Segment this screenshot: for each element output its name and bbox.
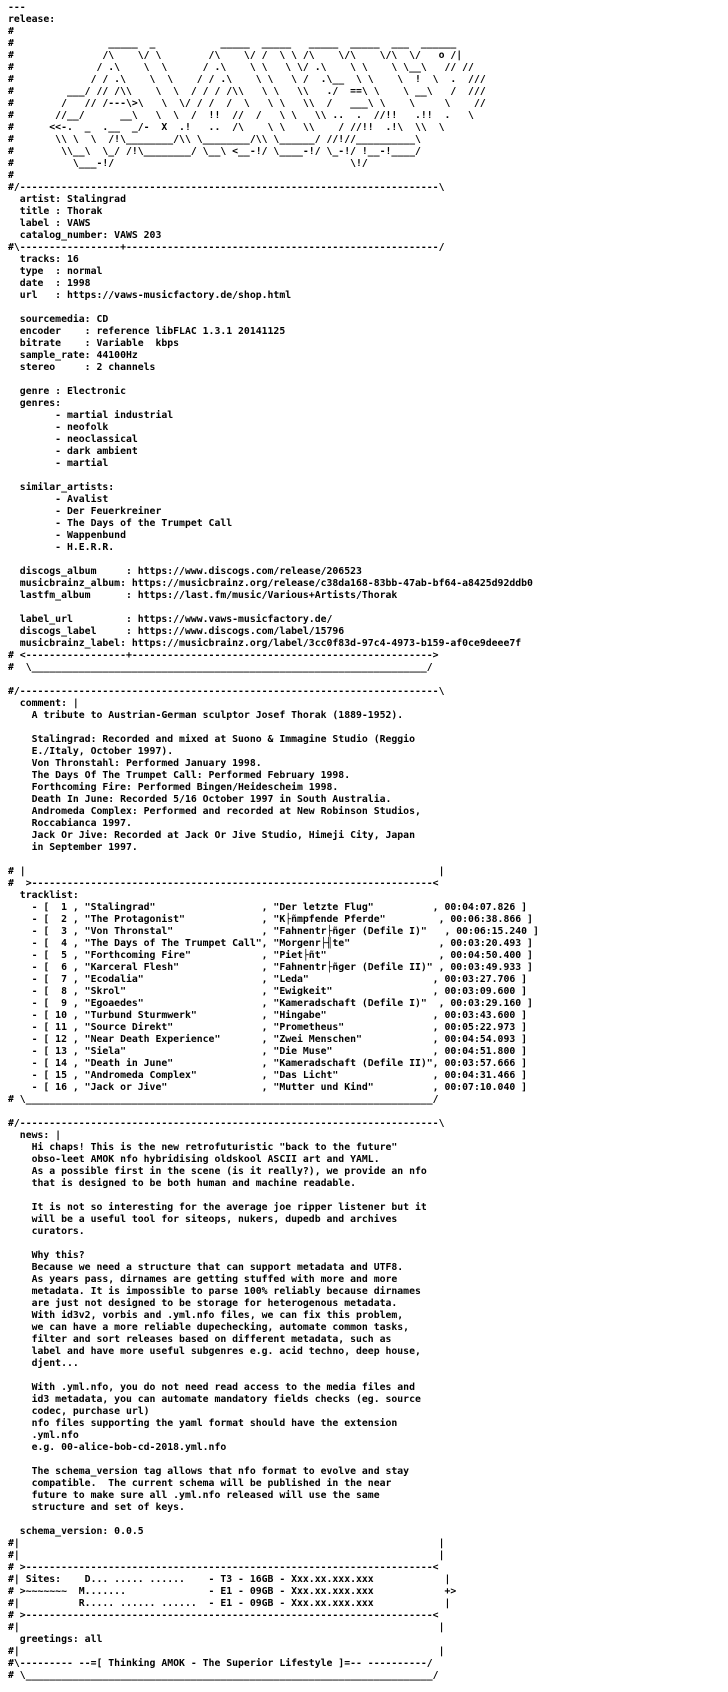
- nfo-line: [8, 302, 728, 314]
- nfo-line: # _____ _ _____ _____ _____ _____ ___ ______: [8, 38, 457, 49]
- nfo-line: id3 metadata, you can automate mandatory fields checks (eg. source: [8, 1394, 421, 1405]
- nfo-line: # <<-. _ .__ _/- X .! .. /\ \ \ \\ / //!! .!\ \\ \: [8, 122, 445, 133]
- nfo-line: catalog_number: VAWS 203: [8, 230, 162, 241]
- nfo-line: - [ 10 , "Turbund Sturmwerk" , "Hingabe" , 00:03:43.600 ]: [8, 1010, 528, 1021]
- nfo-line: - [ 11 , "Source Direkt" , "Prometheus" , 00:05:22.973 ]: [8, 1022, 528, 1033]
- nfo-line: will be a useful tool for siteops, nukers, dupedb and archives: [8, 1214, 398, 1225]
- nfo-line: - [ 4 , "The Days of The Trumpet Call", "Morgenr├╢te" , 00:03:20.493 ]: [8, 938, 533, 949]
- nfo-line: e.g. 00-alice-bob-cd-2018.yml.nfo: [8, 1442, 227, 1453]
- nfo-line: [8, 470, 728, 482]
- nfo-line: # / // /---\>\ \ \/ / / / \ \ \ \\ / ___\ \ \ \ //: [8, 98, 486, 109]
- nfo-line: [8, 1190, 728, 1202]
- nfo-line: - [ 15 , "Andromeda Complex" , "Das Licht" , 00:04:31.466 ]: [8, 1070, 528, 1081]
- nfo-line: artist: Stalingrad: [8, 194, 126, 205]
- nfo-line: [8, 1514, 728, 1526]
- nfo-line: url : https://vaws-musicfactory.de/shop.html: [8, 290, 292, 301]
- nfo-line: sample_rate: 44100Hz: [8, 350, 138, 361]
- nfo-line: Forthcoming Fire: Performed Bingen/Heidescheim 1998.: [8, 782, 339, 793]
- nfo-line: [8, 1370, 728, 1382]
- nfo-line: #| |: [8, 1646, 445, 1657]
- nfo-line: greetings: all: [8, 1634, 103, 1645]
- nfo-line: schema_version: 0.0.5: [8, 1526, 144, 1537]
- nfo-line: # ___/ // /\\ \ \ / / / /\\ \ \ \\ ./ ==\ \ \ __\ / ///: [8, 86, 486, 97]
- nfo-line: #\--------- --=[ Thinking AMOK - The Superior Lifestyle ]=-- ----------/: [8, 1658, 433, 1669]
- nfo-line: [8, 554, 728, 566]
- nfo-line: genres:: [8, 398, 62, 409]
- nfo-line: # / .\ \ \ / .\ \ \ \ \/ .\ \ \ \ \__\ // //: [8, 62, 474, 73]
- nfo-line: #: [8, 26, 14, 37]
- nfo-line: filter and sort releases based on different metadata, such as: [8, 1334, 392, 1345]
- nfo-line: The Days Of The Trumpet Call: Performed February 1998.: [8, 770, 351, 781]
- nfo-line: encoder : reference libFLAC 1.3.1 20141125: [8, 326, 286, 337]
- nfo-line: type : normal: [8, 266, 103, 277]
- nfo-line: With id3v2, vorbis and .yml.nfo files, we can fix this problem,: [8, 1310, 404, 1321]
- nfo-line: discogs_label : https://www.discogs.com/label/15796: [8, 626, 345, 637]
- nfo-line: in September 1997.: [8, 842, 138, 853]
- nfo-line: #| |: [8, 1622, 445, 1633]
- nfo-line: #: [8, 170, 14, 181]
- nfo-line: Roccabianca 1997.: [8, 818, 132, 829]
- nfo-line: # >---------------------------------------------------------------------<: [8, 1562, 439, 1573]
- nfo-line: - Wappenbund: [8, 530, 126, 541]
- nfo-line: [8, 674, 728, 686]
- nfo-line: # >--------------------------------------------------------------------<: [8, 878, 439, 889]
- nfo-line: - [ 13 , "Siela" , "Die Muse" , 00:04:51.800 ]: [8, 1046, 528, 1057]
- nfo-line: Stalingrad: Recorded and mixed at Suono & Immagine Studio (Reggio: [8, 734, 415, 745]
- nfo-line: - The Days of the Trumpet Call: [8, 518, 233, 529]
- nfo-line: A tribute to Austrian-German sculptor Josef Thorak (1889-1952).: [8, 710, 404, 721]
- nfo-line: - [ 12 , "Near Death Experience" , "Zwei Menschen" , 00:04:54.093 ]: [8, 1034, 528, 1045]
- nfo-line: # \_____________________________________________________________________/: [8, 1094, 439, 1105]
- nfo-line: structure and set of keys.: [8, 1502, 185, 1513]
- nfo-line: - [ 5 , "Forthcoming Fire" , "Piet├ñt" , 00:04:50.400 ]: [8, 950, 533, 961]
- nfo-line: # | |: [8, 866, 445, 877]
- nfo-line: Jack Or Jive: Recorded at Jack Or Jive Studio, Himeji City, Japan: [8, 830, 415, 841]
- nfo-line: # \\__\ \_/ /!\________/ \__\ <__-!/ \____-!/ \_-!/ !__-!____/: [8, 146, 421, 157]
- nfo-line: [8, 1106, 728, 1118]
- nfo-line: - martial: [8, 458, 109, 469]
- nfo-line: As a possible first in the scene (is it really?), we provide an nfo: [8, 1166, 427, 1177]
- nfo-line: Von Thronstahl: Performed January 1998.: [8, 758, 262, 769]
- nfo-line: discogs_album : https://www.discogs.com/release/206523: [8, 566, 362, 577]
- nfo-line: - [ 16 , "Jack or Jive" , "Mutter und Kind" , 00:07:10.040 ]: [8, 1082, 528, 1093]
- nfo-line: that is designed to be both human and machine readable.: [8, 1178, 356, 1189]
- nfo-line: It is not so interesting for the average joe ripper listener but it: [8, 1202, 427, 1213]
- nfo-line: [8, 1454, 728, 1466]
- nfo-line: #| |: [8, 1550, 445, 1561]
- nfo-line: release:: [8, 14, 56, 25]
- nfo-line: curators.: [8, 1226, 85, 1237]
- nfo-line: label_url : https://www.vaws-musicfactory.de/: [8, 614, 333, 625]
- nfo-line: #\-----------------+-----------------------------------------------------/: [8, 242, 445, 253]
- nfo-line: Hi chaps! This is the new retrofuturistic "back to the future": [8, 1142, 398, 1153]
- nfo-line: #/-----------------------------------------------------------------------\: [8, 1118, 445, 1129]
- nfo-line: [8, 854, 728, 866]
- nfo-line: #/-----------------------------------------------------------------------\: [8, 686, 445, 697]
- nfo-line: Because we need a structure that can support metadata and UTF8.: [8, 1262, 404, 1273]
- nfo-line: # >---------------------------------------------------------------------<: [8, 1610, 439, 1621]
- nfo-line: With .yml.nfo, you do not need read access to the media files and: [8, 1382, 415, 1393]
- nfo-line: - [ 14 , "Death in June" , "Kameradschaft (Defile II)", 00:03:57.666 ]: [8, 1058, 528, 1069]
- nfo-line: bitrate : Variable kbps: [8, 338, 180, 349]
- nfo-line: tracks: 16: [8, 254, 79, 265]
- nfo-line: The schema_version tag allows that nfo format to evolve and stay: [8, 1466, 410, 1477]
- nfo-line: - [ 6 , "Karceral Flesh" , "Fahnentr├ñger (Defile II)" , 00:03:49.933 ]: [8, 962, 533, 973]
- nfo-line: musicbrainz_label: https://musicbrainz.org/label/3cc0f83d-97c4-4973-b159-af0ce9deee7f: [8, 638, 522, 649]
- nfo-line: - [ 7 , "Ecodalia" , "Leda" , 00:03:27.706 ]: [8, 974, 528, 985]
- nfo-line: # //__/ __\ \ \ / !! // / \ \ \\ .. . //!! .!! . \: [8, 110, 474, 121]
- nfo-line: sourcemedia: CD: [8, 314, 109, 325]
- nfo-line: #| |: [8, 1538, 445, 1549]
- nfo-line: nfo files supporting the yaml format should have the extension: [8, 1418, 398, 1429]
- nfo-line: - Avalist: [8, 494, 109, 505]
- nfo-line: # \\ \ \ /!\________/\\ \________/\\ \______/ //!//__________\: [8, 134, 421, 145]
- nfo-line: similar_artists:: [8, 482, 115, 493]
- nfo-line: codec, purchase url): [8, 1406, 150, 1417]
- nfo-line: metadata. It is impossible to parse 100% reliably because dirnames: [8, 1286, 421, 1297]
- nfo-line: label : VAWS: [8, 218, 91, 229]
- nfo-line: - H.E.R.R.: [8, 542, 115, 553]
- nfo-line: - Der Feuerkreiner: [8, 506, 162, 517]
- nfo-line: djent...: [8, 1358, 79, 1369]
- nfo-line: # \_____________________________________________________________________/: [8, 1670, 439, 1681]
- nfo-line: - [ 9 , "Egoaedes" , "Kameradschaft (Defile I)" , 00:03:29.160 ]: [8, 998, 533, 1009]
- nfo-line: E./Italy, October 1997).: [8, 746, 174, 757]
- nfo-line: future to make sure all .yml.nfo released will use the same: [8, 1490, 380, 1501]
- nfo-line: - [ 3 , "Von Thronstal" , "Fahnentr├ñger (Defile I)" , 00:06:15.240 ]: [8, 926, 539, 937]
- nfo-line: # \___________________________________________________________________/: [8, 662, 433, 673]
- nfo-line: Why this?: [8, 1250, 85, 1261]
- nfo-line: - neofolk: [8, 422, 109, 433]
- nfo-line: news: |: [8, 1130, 62, 1141]
- nfo-line: date : 1998: [8, 278, 91, 289]
- nfo-line: - [ 1 , "Stalingrad" , "Der letzte Flug" , 00:04:07.826 ]: [8, 902, 528, 913]
- nfo-line: - [ 8 , "Skrol" , "Ewigkeit" , 00:03:09.600 ]: [8, 986, 528, 997]
- nfo-line: - neoclassical: [8, 434, 138, 445]
- nfo-line: #| R..... ...... ...... - E1 - 09GB - Xxx.xx.xxx.xxx |: [8, 1598, 451, 1609]
- nfo-line: compatible. The current schema will be published in the near: [8, 1478, 392, 1489]
- nfo-line: #| Sites: D... ..... ...... - T3 - 16GB - Xxx.xx.xxx.xxx |: [8, 1574, 451, 1585]
- nfo-line: are just not designed to be storage for heterogenous metadata.: [8, 1298, 398, 1309]
- nfo-line: # /\ \/ \ /\ \/ / \ \ /\ \/\ \/\ \/ o /|: [8, 50, 463, 61]
- nfo-line: label and have more useful subgenres e.g. acid techno, deep house,: [8, 1346, 421, 1357]
- nfo-line: - dark ambient: [8, 446, 138, 457]
- nfo-line: [8, 602, 728, 614]
- nfo-line: lastfm_album : https://last.fm/music/Various+Artists/Thorak: [8, 590, 398, 601]
- nfo-line: tracklist:: [8, 890, 79, 901]
- nfo-line: Death In June: Recorded 5/16 October 1997 in South Australia.: [8, 794, 392, 805]
- nfo-line: [8, 722, 728, 734]
- nfo-line: # / / .\ \ \ / / .\ \ \ \ / .\__ \ \ \ ! \ . ///: [8, 74, 486, 85]
- nfo-line: ---: [8, 2, 26, 13]
- nfo-line: Andromeda Complex: Performed and recorded at New Robinson Studios,: [8, 806, 421, 817]
- nfo-line: [8, 1238, 728, 1250]
- nfo-line: - martial industrial: [8, 410, 174, 421]
- nfo-line: we can have a more reliable dupechecking, automate common tasks,: [8, 1322, 410, 1333]
- nfo-line: obso-leet AMOK nfo hybridising oldskool ASCII art and YAML.: [8, 1154, 380, 1165]
- nfo-line: title : Thorak: [8, 206, 103, 217]
- nfo-line: stereo : 2 channels: [8, 362, 156, 373]
- nfo-line: comment: |: [8, 698, 79, 709]
- nfo-line: genre : Electronic: [8, 386, 126, 397]
- nfo-line: # <-----------------+--------------------------------------------------->: [8, 650, 439, 661]
- nfo-line: - [ 2 , "The Protagonist" , "K├ñmpfende Pferde" , 00:06:38.866 ]: [8, 914, 533, 925]
- nfo-line: .yml.nfo: [8, 1430, 79, 1441]
- nfo-line: # >~~~~~~~ M....... - E1 - 09GB - Xxx.xx.xxx.xxx +>: [8, 1586, 457, 1597]
- nfo-line: [8, 374, 728, 386]
- nfo-line: musicbrainz_album: https://musicbrainz.org/release/c38da168-83bb-47ab-bf64-a8425d92ddb0: [8, 578, 533, 589]
- nfo-line: # \___-!/ \!/: [8, 158, 368, 169]
- nfo-line: #/-----------------------------------------------------------------------\: [8, 182, 445, 193]
- nfo-line: As years pass, dirnames are getting stuffed with more and more: [8, 1274, 398, 1285]
